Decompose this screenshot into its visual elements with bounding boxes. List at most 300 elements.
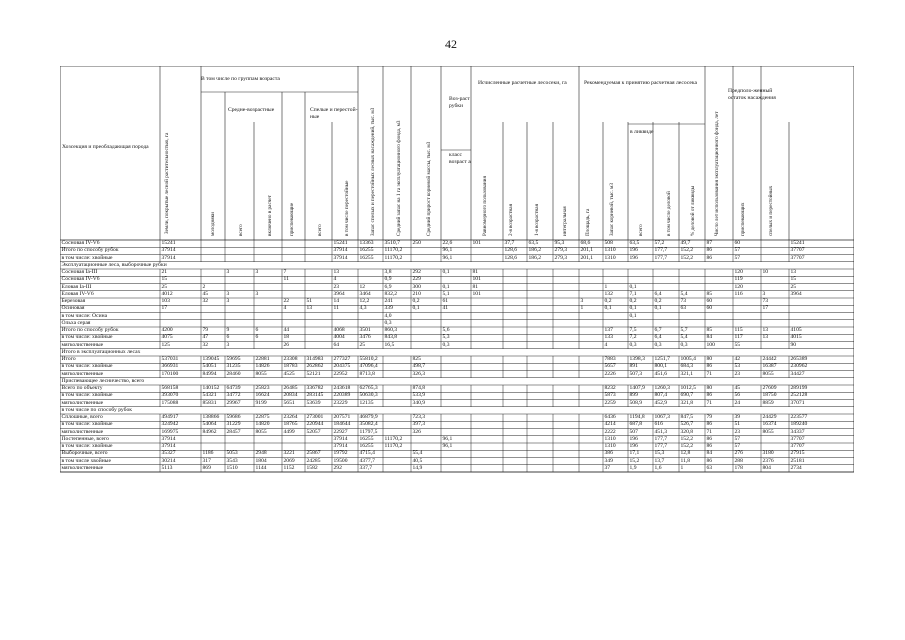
row-cell: [441, 392, 471, 399]
header-ripe-stock: Запас спелых и перестойных лесных насаждений, тыс. м3: [370, 107, 376, 236]
row-cell: [789, 320, 854, 327]
row-cell: [201, 255, 225, 262]
header-rec-stock: Запас корневой, тыс. м3: [609, 183, 615, 236]
row-cell: 86: [706, 392, 713, 399]
row-cell: 451,6: [654, 370, 668, 377]
row-cell: 25823: [255, 385, 270, 391]
row-cell: [553, 392, 579, 399]
row-cell: [282, 313, 305, 320]
row-cell: [471, 436, 503, 443]
row-cell: 54051: [202, 363, 217, 370]
row-cell: [579, 269, 603, 276]
row-cell: 860,3: [384, 327, 398, 333]
row-name: Сплошные, всего: [61, 414, 103, 420]
row-cell: [411, 342, 441, 349]
row-cell: [411, 255, 441, 262]
row-cell: 0,1: [442, 269, 450, 275]
row-cell: 0,3: [629, 341, 637, 348]
row-cell: [282, 284, 305, 291]
row-cell: 5657: [604, 363, 616, 370]
row-cell: [761, 342, 789, 349]
row-cell: 138866: [202, 414, 220, 420]
row-cell: [254, 276, 282, 283]
row-cell: 3964: [790, 290, 802, 297]
row-cell: [282, 240, 305, 247]
row-cell: 0,1: [412, 305, 420, 312]
row-cell: 14,9: [412, 464, 423, 471]
row-cell: [441, 276, 471, 283]
row-cell: [789, 313, 854, 320]
row-cell: 891: [629, 363, 638, 370]
row-cell: [603, 276, 628, 283]
row-cell: 57: [734, 254, 741, 261]
row-cell: 0,2: [412, 298, 420, 304]
row-cell: [553, 385, 579, 392]
row-cell: 4012: [161, 290, 173, 297]
row-cell: [411, 320, 441, 327]
row-cell: 47096,4: [359, 363, 378, 370]
row-cell: 616: [654, 421, 663, 428]
row-cell: [471, 342, 503, 349]
row-cell: 5113: [161, 464, 173, 471]
row-cell: 0,2: [629, 298, 637, 304]
row-cell: 7,5: [629, 327, 637, 333]
row-cell: 6,4: [654, 334, 662, 341]
row-cell: 11: [283, 276, 289, 283]
row-cell: 85: [706, 327, 713, 333]
row-name: Сосновая IV-V6: [61, 276, 100, 283]
row-cell: 96,1: [442, 254, 453, 261]
header-middle: Средне-возрастные: [228, 107, 275, 113]
row-name: Березовая: [61, 298, 86, 304]
row-cell: 324942: [161, 421, 179, 428]
row-cell: [628, 276, 653, 283]
row-name: Сосновая IV-V6: [61, 240, 100, 246]
row-cell: 283145: [306, 392, 324, 399]
row-cell: [733, 305, 761, 312]
header-area: Земли, покрытые лесной растительностью, га: [164, 132, 170, 234]
row-cell: [679, 313, 705, 320]
row-cell: 18: [283, 334, 290, 341]
row-cell: [553, 342, 579, 349]
row-cell: [579, 421, 603, 428]
row-name: Постепенные, всего: [61, 435, 109, 442]
row-cell: 15: [790, 276, 797, 283]
row-cell: [201, 313, 225, 320]
row-cell: [305, 443, 332, 450]
row-cell: 86: [706, 421, 713, 428]
row-cell: 40,5: [412, 457, 423, 464]
header-cc1: Равномерного пользования: [482, 176, 488, 236]
row-cell: 196: [629, 247, 638, 254]
row-cell: 32: [202, 341, 209, 348]
row-cell: [733, 298, 761, 305]
row-cell: 22875: [255, 414, 270, 420]
row-cell: [503, 298, 527, 305]
row-cell: [761, 443, 789, 450]
row-cell: 2222: [604, 428, 616, 435]
row-cell: 95,3: [554, 240, 565, 246]
row-cell: [553, 450, 579, 457]
row-cell: 241: [384, 298, 393, 304]
row-cell: 3543: [226, 457, 238, 464]
row-cell: [553, 298, 579, 305]
row-cell: 84: [706, 450, 713, 457]
row-cell: 0,1: [629, 305, 637, 312]
row-cell: [527, 436, 553, 443]
row-cell: 64: [333, 341, 340, 348]
row-cell: 177,7: [654, 435, 668, 442]
row-cell: [358, 276, 383, 283]
row-cell: 37707: [790, 435, 805, 442]
row-cell: 14820: [255, 421, 270, 428]
row-cell: 37914: [161, 247, 176, 254]
row-cell: 25: [359, 341, 366, 348]
row-cell: 207571: [333, 414, 351, 420]
row-cell: [411, 313, 441, 320]
row-name: в том числе: хвойные: [61, 421, 113, 428]
row-cell: 54321: [202, 392, 217, 399]
row-cell: 53639: [306, 399, 321, 406]
row-cell: 279,3: [554, 247, 568, 254]
row-cell: 3180: [762, 450, 774, 457]
row-cell: [358, 269, 383, 276]
row-cell: 11: [333, 305, 339, 312]
row-cell: [441, 320, 471, 327]
row-cell: 337,7: [359, 464, 373, 471]
row-cell: [441, 414, 471, 421]
row-cell: [503, 327, 527, 334]
row-cell: 273001: [306, 414, 324, 420]
row-name: в том числе: Осина: [61, 312, 108, 319]
row-cell: [305, 342, 332, 349]
header-pre-ripe: приспевающие: [289, 202, 295, 236]
row-cell: [254, 240, 282, 247]
row-name: в том числе: хвойные: [61, 254, 113, 261]
row-cell: [411, 327, 441, 334]
row-cell: 37707: [790, 443, 805, 449]
row-cell: [553, 436, 579, 443]
row-cell: 18783: [283, 363, 298, 370]
row-cell: [441, 371, 471, 378]
row-cell: 6,4: [654, 290, 662, 297]
row-cell: [527, 298, 553, 305]
row-cell: 117: [734, 334, 743, 341]
row-cell: 451,3: [654, 428, 668, 435]
row-cell: [579, 291, 603, 298]
row-cell: 87: [706, 240, 713, 246]
row-cell: 317: [202, 457, 211, 464]
row-cell: 6: [255, 327, 259, 333]
row-cell: [160, 313, 201, 320]
row-cell: [201, 436, 225, 443]
row-cell: 201,1: [580, 247, 594, 254]
row-name: мягколиственные: [61, 399, 104, 406]
row-cell: 63: [706, 464, 713, 471]
row-cell: 1,6: [654, 464, 662, 471]
row-cell: 0,1: [442, 283, 450, 290]
row-cell: 140152: [202, 385, 220, 391]
row-cell: [679, 276, 705, 283]
row-cell: [201, 320, 225, 327]
row-cell: [332, 320, 358, 327]
row-cell: 8055: [255, 370, 267, 377]
row-cell: [383, 363, 411, 370]
row-cell: 349: [604, 457, 613, 464]
row-cell: 7883: [604, 356, 616, 362]
row-cell: [471, 305, 503, 312]
row-cell: [553, 269, 579, 276]
row-cell: [305, 269, 332, 276]
row-cell: [503, 436, 527, 443]
row-cell: 23308: [283, 356, 298, 362]
row-cell: 186,2: [528, 254, 542, 261]
header-years: Число лет использования эксплуатационного фонда, лет: [714, 111, 720, 236]
row-cell: 37914: [161, 254, 176, 261]
row-cell: 276: [734, 450, 743, 457]
row-cell: 101: [472, 240, 481, 246]
row-cell: [383, 392, 411, 399]
row-cell: [761, 247, 789, 254]
row-cell: [579, 392, 603, 399]
row-cell: 24442: [762, 356, 777, 362]
row-name: Осиновая: [61, 305, 85, 312]
row-cell: 196: [629, 443, 638, 449]
row-cell: 1310: [604, 435, 616, 442]
row-cell: [761, 240, 789, 247]
page-number: 42: [445, 37, 457, 51]
row-cell: 15241: [161, 240, 176, 246]
row-cell: 3464: [359, 290, 371, 297]
row-cell: 498,7: [412, 363, 426, 370]
row-cell: 1194,8: [629, 414, 645, 420]
row-name: Итого: [61, 356, 76, 362]
row-cell: [705, 320, 733, 327]
row-cell: 4075: [161, 334, 173, 341]
row-cell: 800,1: [654, 363, 668, 370]
row-name: в том числе: хвойные: [61, 363, 113, 370]
row-cell: [282, 443, 305, 450]
row-cell: 125: [161, 341, 170, 348]
row-cell: [761, 320, 789, 327]
row-cell: 152,2: [680, 247, 694, 254]
row-cell: [282, 291, 305, 298]
row-cell: [411, 436, 441, 443]
row-cell: 807,4: [654, 392, 668, 399]
row-cell: [503, 356, 527, 363]
row-cell: 177,7: [654, 443, 668, 449]
row-cell: [579, 458, 603, 465]
row-cell: [254, 443, 282, 450]
row-cell: [503, 342, 527, 349]
row-cell: [503, 371, 527, 378]
row-cell: 1260,3: [654, 385, 670, 391]
row-cell: [503, 458, 527, 465]
row-cell: 42: [734, 356, 741, 362]
row-cell: 86: [706, 457, 713, 464]
row-cell: 51: [306, 298, 313, 304]
row-cell: 4715,4: [359, 450, 375, 457]
row-cell: 52121: [306, 370, 321, 377]
row-cell: [705, 284, 733, 291]
row-cell: [441, 313, 471, 320]
row-cell: 1510: [226, 464, 238, 471]
row-cell: [471, 450, 503, 457]
row-cell: [527, 465, 553, 472]
row-cell: 20834: [283, 392, 298, 399]
header-liq-total: всего: [638, 224, 644, 236]
row-cell: [579, 320, 603, 327]
row-name: мягколиственные: [61, 428, 104, 435]
row-cell: 29967: [226, 399, 241, 406]
row-cell: [201, 276, 225, 283]
row-cell: 5053: [226, 450, 238, 457]
row-cell: [471, 392, 503, 399]
row-cell: [579, 334, 603, 341]
row-cell: 1582: [306, 464, 318, 471]
row-cell: [201, 247, 225, 254]
row-cell: 27915: [790, 450, 805, 457]
row-cell: 177,7: [654, 247, 668, 254]
row-cell: 34772: [226, 392, 241, 399]
row-cell: 5651: [283, 399, 295, 406]
row-cell: 13: [333, 269, 340, 275]
row-cell: 30214: [161, 457, 176, 464]
row-cell: 507,3: [629, 370, 643, 377]
row-cell: 11170,2: [384, 443, 403, 449]
row-cell: [705, 269, 733, 276]
row-cell: [305, 334, 332, 341]
row-cell: [553, 421, 579, 428]
row-cell: [225, 276, 254, 283]
row-cell: 0,9: [384, 276, 392, 283]
row-cell: [503, 421, 527, 428]
row-cell: 6436: [604, 414, 616, 420]
row-cell: [553, 356, 579, 363]
row-cell: 16624: [255, 392, 270, 399]
row-cell: 11170,2: [384, 254, 403, 261]
row-cell: 12135: [359, 399, 374, 406]
row-name: Итого по способу рубок: [61, 247, 119, 254]
row-cell: [553, 458, 579, 465]
row-cell: [503, 305, 527, 312]
row-cell: 4: [604, 341, 608, 348]
row-cell: 57: [734, 435, 741, 442]
row-cell: 526,7: [680, 421, 694, 428]
row-cell: [225, 305, 254, 312]
row-cell: [441, 465, 471, 472]
row-cell: [383, 465, 411, 472]
row-cell: 3501: [359, 327, 371, 333]
row-cell: 120: [734, 269, 743, 275]
row-cell: [503, 334, 527, 341]
row-cell: 68,6: [580, 240, 591, 246]
row-cell: [705, 276, 733, 283]
row-cell: 152,2: [680, 443, 694, 449]
row-cell: [527, 429, 553, 436]
row-cell: 178: [734, 464, 743, 471]
row-cell: [653, 276, 679, 283]
row-cell: 5,4: [680, 290, 688, 297]
row-cell: [254, 313, 282, 320]
row-cell: 5,3: [442, 334, 450, 341]
row-cell: 201,1: [580, 254, 594, 261]
row-cell: [225, 313, 254, 320]
header-ripe-total: всего: [317, 224, 323, 236]
row-cell: [305, 291, 332, 298]
row-name: Ольха серая: [61, 319, 91, 326]
row-cell: [527, 334, 553, 341]
row-cell: [254, 298, 282, 305]
row-cell: [471, 327, 503, 334]
row-cell: 3: [255, 269, 259, 275]
row-cell: [653, 320, 679, 327]
row-cell: 4004: [333, 334, 345, 341]
row-cell: [471, 371, 503, 378]
header-liq-incl: в том числе деловой: [666, 191, 672, 236]
row-cell: 340,9: [412, 399, 426, 406]
row-cell: [503, 363, 527, 370]
row-cell: 4: [333, 276, 337, 283]
row-cell: 339: [384, 305, 393, 312]
row-cell: [628, 320, 653, 327]
row-cell: 899: [629, 392, 638, 399]
row-cell: [305, 247, 332, 254]
row-cell: [254, 305, 282, 312]
row-cell: 21: [161, 269, 168, 275]
row-cell: [579, 342, 603, 349]
row-cell: 13,7: [654, 457, 665, 464]
row-cell: 8055: [762, 428, 774, 435]
row-cell: 397,3: [412, 421, 426, 428]
row-cell: 5,1: [442, 290, 450, 297]
row-cell: [225, 284, 254, 291]
row-cell: [603, 269, 628, 276]
header-ripe: Спелые и перестой-ные: [310, 107, 358, 120]
row-cell: [553, 429, 579, 436]
row-cell: [225, 255, 254, 262]
row-cell: [441, 400, 471, 407]
row-cell: 14: [333, 298, 340, 304]
row-cell: 1251,7: [654, 356, 670, 362]
row-cell: 723,3: [412, 414, 426, 420]
row-cell: 47: [202, 334, 209, 341]
row-cell: 4377,7: [359, 457, 375, 464]
row-cell: 1398,3: [629, 356, 645, 362]
row-name: Сосновая Ia-III: [61, 269, 98, 275]
header-cut-age: Воз-раст рубки: [449, 96, 470, 109]
row-cell: 7: [283, 269, 287, 275]
row-cell: [553, 371, 579, 378]
row-cell: 81: [472, 269, 479, 275]
row-cell: [527, 458, 553, 465]
row-cell: 13: [762, 327, 769, 333]
row-cell: [579, 313, 603, 320]
row-cell: [503, 385, 527, 392]
row-cell: 85: [706, 290, 713, 297]
row-cell: 7,2: [629, 334, 637, 341]
row-cell: 6: [226, 334, 230, 341]
header-cc2: 2-я возрастная: [508, 204, 514, 236]
row-cell: 86: [706, 247, 713, 254]
row-cell: 54064: [202, 421, 217, 428]
row-cell: 3: [580, 298, 584, 304]
row-cell: [471, 443, 503, 450]
row-cell: [201, 240, 225, 247]
row-cell: 120: [734, 283, 743, 290]
row-cell: 684,3: [680, 363, 694, 370]
row-cell: 12: [359, 283, 366, 290]
